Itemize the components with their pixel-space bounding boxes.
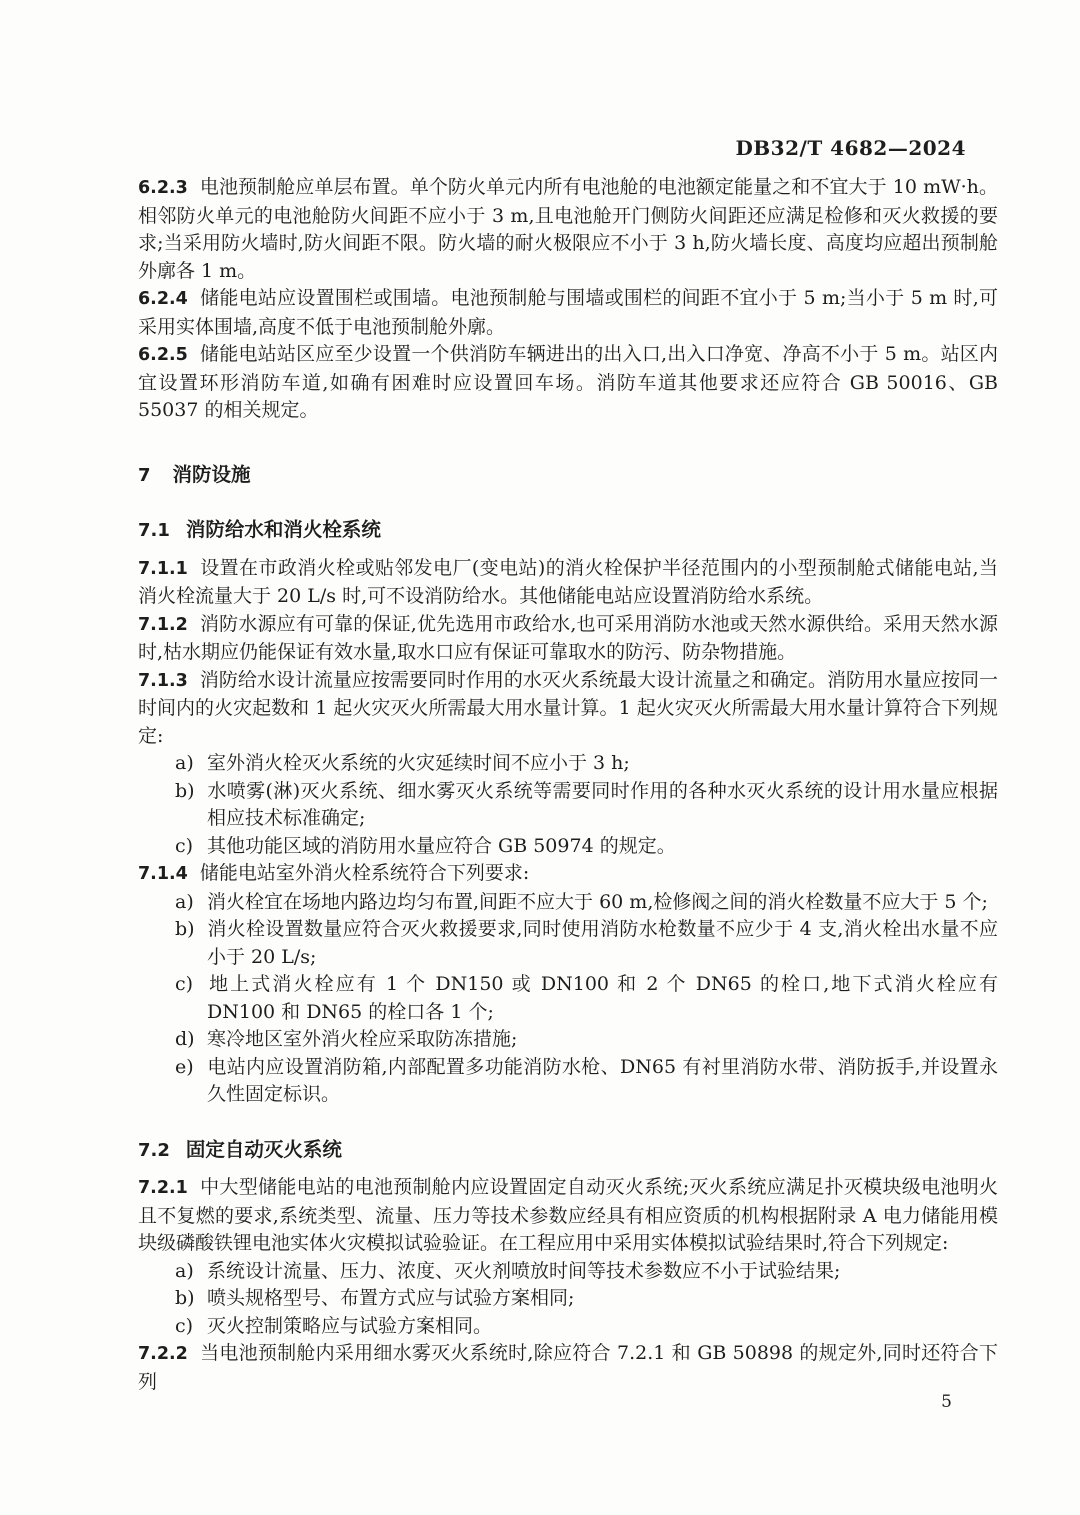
list-item — [138, 1258, 998, 1286]
list-item — [138, 750, 998, 778]
list-marker: b) — [175, 1287, 195, 1309]
list-item-text: 其他功能区域的消防用水量应符合 GB 50974 的规定。 — [207, 834, 676, 857]
doc-code-header: DB32/T 4682—2024 — [735, 136, 966, 160]
list-item-text: 室外消火栓灭火系统的火灾延续时间不应小于 3 h; — [207, 752, 630, 774]
section-heading — [138, 1136, 998, 1165]
list-marker: a) — [175, 890, 194, 913]
section-heading — [138, 516, 998, 545]
clause-number: 6.2.3 — [138, 178, 188, 198]
list-item — [138, 778, 998, 833]
clause-paragraph — [138, 555, 998, 611]
clause-text: 设置在市政消火栓或贴邻发电厂(变电站)的消火栓保护半径范围内的小型预制舱式储能电站,当消火栓流量大于 20 L/s 时,可不设消防给水。其他储能电站应设置消防给水系统。 — [138, 556, 998, 607]
list-marker: d) — [175, 1028, 195, 1050]
clause-text: 当电池预制舱内采用细水雾灭火系统时,除应符合 7.2.1 和 GB 50898 的规定外,同时还符合下列 — [138, 1342, 998, 1393]
clause-number: 7.1.2 — [138, 614, 188, 635]
page-number: 5 — [941, 1392, 952, 1412]
list-marker: a) — [175, 752, 194, 774]
clause-text: 电池预制舱应单层布置。单个防火单元内所有电池舱的电池额定能量之和不宜大于 10 mW·h。相邻防火单元的电池舱防火间距不应小于 3 m,且电池舱开门侧防火间距还应满足检修和灭火救援的要求;当采用防火墙时,防火间距不限。防火墙的耐火极限应不小于 3 h,防火墙长度、高度均应超出预制舱外廓各 1 m。 — [138, 176, 998, 282]
heading-number: 7.2 — [138, 1139, 170, 1161]
clause-text: 储能电站站区应至少设置一个供消防车辆进出的出入口,出入口净宽、净高不小于 5 m。站区内宜设置环形消防车道,如确有困难时应设置回车场。消防车道其他要求还应符合 GB 50016、GB 55037 的相关规定。 — [138, 343, 998, 421]
list-marker: b) — [175, 918, 195, 940]
list-marker: c) — [175, 1314, 194, 1337]
list-item — [138, 833, 998, 861]
clause-number: 7.2.1 — [138, 1178, 188, 1198]
clause-number: 7.1.1 — [138, 558, 188, 579]
list-item — [138, 971, 998, 1026]
list-marker: e) — [175, 1055, 194, 1078]
document-content — [138, 174, 998, 1396]
clause-text: 消防给水设计流量应按需要同时作用的水灭火系统最大设计流量之和确定。消防用水量应按同一时间内的火灾起数和 1 起火灾灭火所需最大用水量计算。1 起火灾灭火所需最大用水量计算符合下列规定: — [138, 668, 998, 747]
heading-title: 固定自动灭火系统 — [185, 1137, 342, 1161]
list-item-text: 寒冷地区室外消火栓应采取防冻措施; — [207, 1028, 518, 1050]
clause-text: 消防水源应有可靠的保证,优先选用市政给水,也可采用消防水池或天然水源供给。采用天然水源时,枯水期应仍能保证有效水量,取水口应有保证可靠取水的防污、防杂物措施。 — [138, 612, 998, 663]
clause-number: 7.2.2 — [138, 1344, 188, 1364]
list-item — [138, 1026, 998, 1054]
clause-paragraph — [138, 174, 998, 285]
clause-text: 储能电站室外消火栓系统符合下列要求: — [199, 862, 530, 884]
list-item — [138, 1054, 998, 1109]
clause-paragraph — [138, 860, 998, 889]
list-marker: a) — [175, 1259, 194, 1282]
clause-number: 7.1.3 — [138, 670, 188, 691]
list-item-text: 消火栓宜在场地内路边均匀布置,间距不应大于 60 m,检修阀之间的消火栓数量不应大于 5 个; — [207, 890, 988, 913]
clause-paragraph — [138, 341, 998, 425]
list-marker: c) — [175, 834, 194, 857]
heading-number: 7 — [138, 464, 151, 486]
heading-title: 消防给水和消火栓系统 — [185, 518, 381, 541]
list-item-text: 水喷雾(淋)灭火系统、细水雾灭火系统等需要同时作用的各种水灭火系统的设计用水量应根据相应技术标准确定; — [207, 779, 998, 829]
list-item-text: 系统设计流量、压力、浓度、灭火剂喷放时间等技术参数应不小于试验结果; — [207, 1259, 841, 1282]
list-item-text: 消火栓设置数量应符合灭火救援要求,同时使用消防水枪数量不应少于 4 支,消火栓出水量不应小于 20 L/s; — [207, 918, 998, 968]
clause-paragraph — [138, 1340, 998, 1396]
list-marker: b) — [175, 779, 195, 802]
clause-number: 6.2.4 — [138, 289, 188, 309]
list-marker: c) — [175, 973, 194, 995]
clause-number: 7.1.4 — [138, 864, 188, 884]
list-item-text: 地上式消火栓应有 1 个 DN150 或 DN100 和 2 个 DN65 的栓口,地下式消火栓应有 DN100 和 DN65 的栓口各 1 个; — [207, 973, 998, 1023]
clause-paragraph — [138, 611, 998, 667]
clause-paragraph — [138, 285, 998, 341]
heading-number: 7.1 — [138, 520, 170, 541]
list-item-text: 灭火控制策略应与试验方案相同。 — [207, 1314, 493, 1337]
list-item — [138, 916, 998, 971]
clause-text: 储能电站应设置围栏或围墙。电池预制舱与围墙或围栏的间距不宜小于 5 m;当小于 5 m 时,可采用实体围墙,高度不低于电池预制舱外廓。 — [138, 287, 998, 338]
clause-text: 中大型储能电站的电池预制舱内应设置固定自动灭火系统;灭火系统应满足扑灭模块级电池明火且不复燃的要求,系统类型、流量、压力等技术参数应经具有相应资质的机构根据附录 A 电力储能用模块级磷酸铁锂电池实体火灾模拟试验验证。在工程应用中采用实体模拟试验结果时,符合下列规定: — [138, 1176, 998, 1254]
list-item-text: 电站内应设置消防箱,内部配置多功能消防水枪、DN65 有衬里消防水带、消防扳手,并设置永久性固定标识。 — [207, 1055, 998, 1105]
heading-title: 消防设施 — [172, 462, 251, 486]
section-heading — [138, 461, 998, 490]
clause-paragraph — [138, 667, 998, 751]
list-item — [138, 889, 998, 917]
clause-paragraph — [138, 1174, 998, 1258]
list-item — [138, 1285, 998, 1313]
list-item-text: 喷头规格型号、布置方式应与试验方案相同; — [207, 1287, 575, 1309]
clause-number: 6.2.5 — [138, 345, 188, 365]
list-item — [138, 1313, 998, 1341]
